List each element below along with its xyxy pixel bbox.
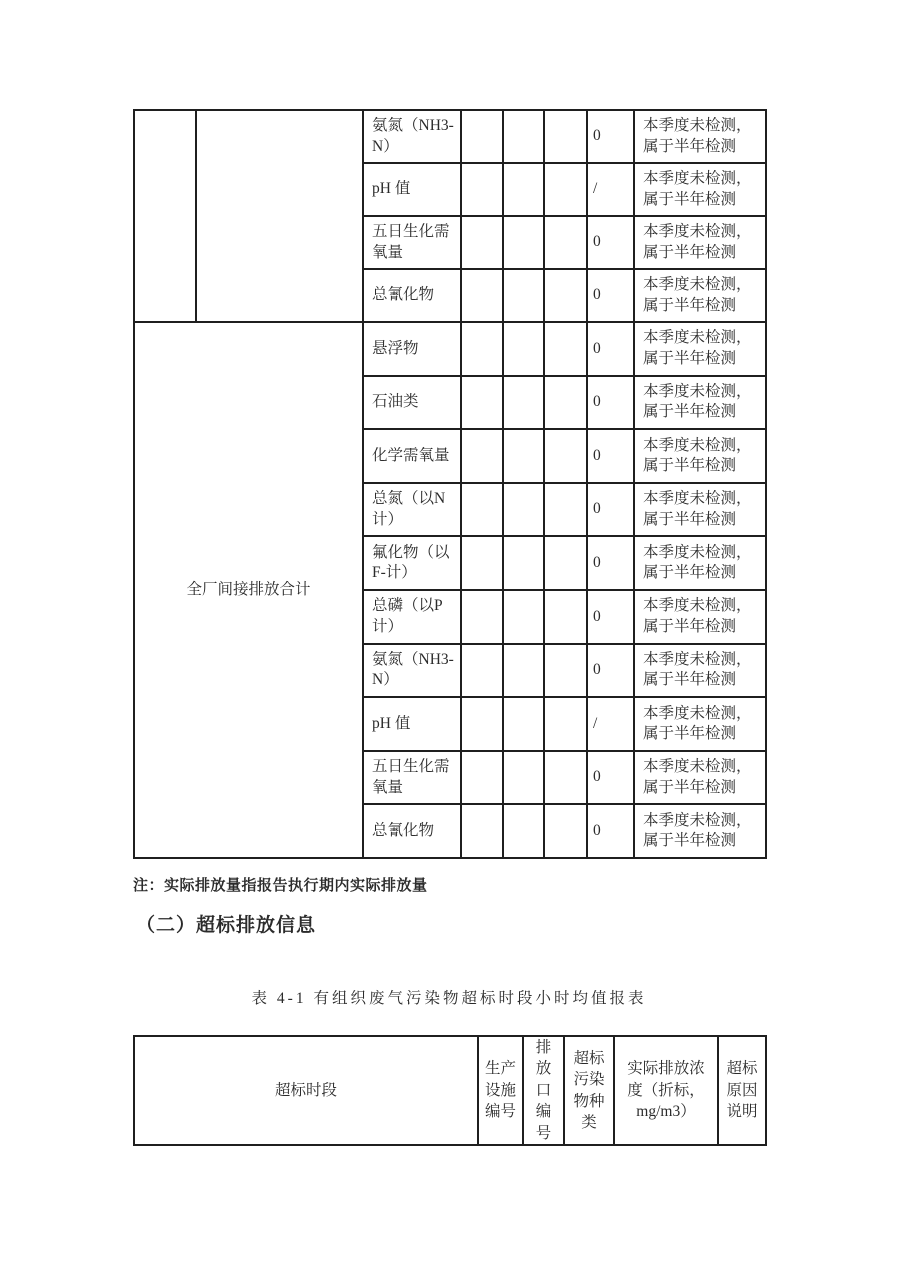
empty-cell xyxy=(461,322,503,376)
table-4-1-title: 表 4-1 有组织废气污染物超标时段小时均值报表 xyxy=(251,990,647,1007)
empty-cell xyxy=(544,376,587,430)
pollutant-cell: 总氮（以N计） xyxy=(363,483,461,537)
empty-cell xyxy=(544,483,587,537)
empty-cell xyxy=(503,216,544,269)
actual-discharge-table xyxy=(133,109,767,859)
value-cell: / xyxy=(587,163,634,216)
empty-cell xyxy=(544,269,587,322)
empty-cell xyxy=(503,163,544,216)
table-header-row xyxy=(134,1036,766,1145)
empty-cell xyxy=(503,697,544,751)
empty-cell xyxy=(461,269,503,322)
note-cell: 本季度未检测，属于半年检测 xyxy=(634,804,766,858)
empty-cell xyxy=(461,804,503,858)
pollutant-cell: 五日生化需氧量 xyxy=(363,216,461,269)
note-cell: 本季度未检测，属于半年检测 xyxy=(634,376,766,430)
value-cell: 0 xyxy=(587,590,634,644)
pollutant-cell: 悬浮物 xyxy=(363,322,461,376)
empty-cell xyxy=(461,697,503,751)
value-cell: / xyxy=(587,697,634,751)
note-cell: 本季度未检测，属于半年检测 xyxy=(634,322,766,376)
note-cell: 本季度未检测，属于半年检测 xyxy=(634,216,766,269)
group-label-cell: 全厂间接排放合计 xyxy=(134,322,363,858)
empty-cell xyxy=(544,322,587,376)
note-cell: 本季度未检测，属于半年检测 xyxy=(634,697,766,751)
value-cell: 0 xyxy=(587,376,634,430)
note-cell: 本季度未检测，属于半年检测 xyxy=(634,483,766,537)
empty-cell xyxy=(544,536,587,590)
empty-cell xyxy=(461,590,503,644)
empty-cell xyxy=(503,376,544,430)
note-cell: 本季度未检测，属于半年检测 xyxy=(634,110,766,163)
empty-cell xyxy=(544,110,587,163)
empty-cell xyxy=(503,536,544,590)
pollutant-cell: 氨氮（NH3-N） xyxy=(363,644,461,698)
empty-cell xyxy=(461,216,503,269)
empty-cell xyxy=(544,697,587,751)
empty-cell xyxy=(461,163,503,216)
table-row xyxy=(134,110,766,163)
exceedance-table xyxy=(133,1035,767,1146)
empty-cell xyxy=(503,322,544,376)
value-cell: 0 xyxy=(587,644,634,698)
pollutant-cell: 氟化物（以F-计） xyxy=(363,536,461,590)
header-cell-pollutant-type: 超标污染物种类 xyxy=(564,1036,614,1145)
pollutant-cell: 总氰化物 xyxy=(363,269,461,322)
pollutant-cell: 五日生化需氧量 xyxy=(363,751,461,805)
empty-cell xyxy=(503,644,544,698)
empty-cell xyxy=(544,590,587,644)
empty-cell xyxy=(544,804,587,858)
note-cell: 本季度未检测，属于半年检测 xyxy=(634,429,766,483)
pollutant-cell: 总氰化物 xyxy=(363,804,461,858)
value-cell: 0 xyxy=(587,216,634,269)
pollutant-cell: pH 值 xyxy=(363,163,461,216)
empty-cell xyxy=(461,644,503,698)
pollutant-cell: pH 值 xyxy=(363,697,461,751)
pollutant-cell: 石油类 xyxy=(363,376,461,430)
empty-cell xyxy=(544,163,587,216)
empty-cell xyxy=(503,483,544,537)
header-cell-actual-concentration: 实际排放浓度（折标，mg/m3） xyxy=(614,1036,718,1145)
pollutant-cell: 氨氮（NH3-N） xyxy=(363,110,461,163)
value-cell: 0 xyxy=(587,322,634,376)
empty-cell xyxy=(503,590,544,644)
note-cell: 本季度未检测，属于半年检测 xyxy=(634,644,766,698)
pollutant-cell: 化学需氧量 xyxy=(363,429,461,483)
empty-cell xyxy=(503,751,544,805)
pollutant-cell: 总磷（以P计） xyxy=(363,590,461,644)
header-cell-exceedance-period: 超标时段 xyxy=(134,1036,478,1145)
header-cell-facility-number: 生产设施编号 xyxy=(478,1036,523,1145)
empty-cell xyxy=(461,536,503,590)
table-row xyxy=(134,322,766,376)
note-cell: 本季度未检测，属于半年检测 xyxy=(634,163,766,216)
value-cell: 0 xyxy=(587,269,634,322)
empty-cell xyxy=(503,429,544,483)
empty-cell xyxy=(461,483,503,537)
empty-cell xyxy=(544,644,587,698)
note-cell: 本季度未检测，属于半年检测 xyxy=(634,536,766,590)
section-heading: （二）超标排放信息 xyxy=(136,915,317,936)
empty-cell xyxy=(196,110,363,322)
empty-cell xyxy=(503,269,544,322)
value-cell: 0 xyxy=(587,483,634,537)
empty-cell xyxy=(461,429,503,483)
empty-cell xyxy=(461,110,503,163)
empty-cell xyxy=(544,429,587,483)
empty-cell xyxy=(461,376,503,430)
empty-cell xyxy=(503,804,544,858)
note-cell: 本季度未检测，属于半年检测 xyxy=(634,751,766,805)
note-cell: 本季度未检测，属于半年检测 xyxy=(634,269,766,322)
value-cell: 0 xyxy=(587,804,634,858)
empty-cell xyxy=(461,751,503,805)
header-cell-outlet-number: 排放口编号 xyxy=(523,1036,564,1145)
value-cell: 0 xyxy=(587,110,634,163)
value-cell: 0 xyxy=(587,429,634,483)
empty-cell xyxy=(544,751,587,805)
note-cell: 本季度未检测，属于半年检测 xyxy=(634,590,766,644)
empty-cell xyxy=(544,216,587,269)
table-footnote: 注：实际排放量指报告执行期内实际排放量 xyxy=(133,878,428,894)
value-cell: 0 xyxy=(587,751,634,805)
header-cell-exceedance-reason: 超标原因说明 xyxy=(718,1036,766,1145)
value-cell: 0 xyxy=(587,536,634,590)
empty-cell xyxy=(503,110,544,163)
empty-cell xyxy=(134,110,196,322)
